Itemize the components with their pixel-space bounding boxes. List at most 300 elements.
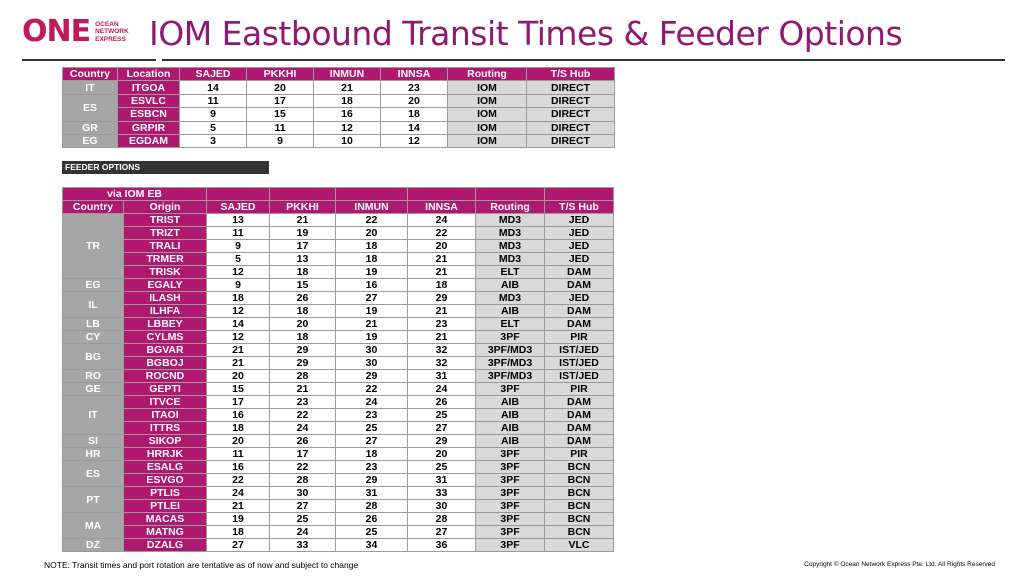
transit-days-cell: 18 [207, 422, 270, 435]
transit-days-cell: 22 [336, 214, 408, 227]
transit-days-cell: 21 [408, 266, 476, 279]
transit-days-cell: 19 [270, 227, 336, 240]
transit-days-cell: 24 [408, 383, 476, 396]
ts-hub-cell: PIR [545, 448, 614, 461]
footer-note: NOTE: Transit times and port rotation are tentative as of now and subject to change [44, 560, 359, 570]
ts-hub-cell: IST/JED [545, 357, 614, 370]
routing-cell: IOM [448, 94, 527, 107]
country-cell: RO [63, 370, 124, 383]
transit-days-cell: 12 [207, 266, 270, 279]
transit-days-cell: 18 [314, 94, 381, 107]
origin-cell: CYLMS [124, 331, 207, 344]
transit-days-cell: 20 [207, 370, 270, 383]
transit-days-cell: 29 [336, 474, 408, 487]
transit-days-cell: 19 [336, 331, 408, 344]
table-row [63, 539, 614, 552]
country-cell: EG [63, 279, 124, 292]
transit-days-cell: 21 [207, 500, 270, 513]
ts-hub-cell: JED [545, 214, 614, 227]
ts-hub-cell: DAM [545, 422, 614, 435]
transit-days-cell: 21 [314, 81, 381, 94]
logo-subtext-line: OCEAN [95, 20, 119, 28]
column-header: Origin [124, 201, 207, 214]
transit-days-cell: 33 [408, 487, 476, 500]
ts-hub-cell: BCN [545, 513, 614, 526]
transit-days-cell: 9 [207, 279, 270, 292]
transit-days-cell: 18 [207, 292, 270, 305]
country-cell: DZ [63, 539, 124, 552]
header-blank-cell [408, 188, 476, 201]
table-row [63, 214, 614, 227]
transit-days-cell: 21 [207, 357, 270, 370]
transit-days-cell: 24 [207, 487, 270, 500]
table-row [63, 344, 614, 357]
location-cell: ITGOA [118, 81, 180, 94]
transit-days-cell: 9 [247, 134, 314, 147]
column-header: INMUN [336, 201, 408, 214]
country-cell: IT [63, 81, 118, 94]
country-cell: EG [63, 134, 118, 147]
transit-days-cell: 18 [270, 331, 336, 344]
table-row [63, 108, 615, 121]
transit-days-cell: 21 [336, 318, 408, 331]
transit-days-cell: 23 [336, 409, 408, 422]
column-header: Routing [448, 68, 527, 81]
transit-days-cell: 14 [207, 318, 270, 331]
column-header: T/S Hub [545, 201, 614, 214]
transit-days-cell: 30 [336, 357, 408, 370]
ts-hub-cell: JED [545, 292, 614, 305]
routing-cell: 3PF [476, 500, 545, 513]
origin-cell: ILHFA [124, 305, 207, 318]
transit-days-cell: 26 [336, 513, 408, 526]
transit-days-cell: 13 [270, 253, 336, 266]
location-cell: ESBCN [118, 108, 180, 121]
country-cell: GE [63, 383, 124, 396]
transit-days-cell: 21 [408, 253, 476, 266]
routing-cell: 3PF [476, 487, 545, 500]
origin-cell: MATNG [124, 526, 207, 539]
transit-days-cell: 33 [270, 539, 336, 552]
ts-hub-cell: DAM [545, 396, 614, 409]
origin-cell: LBBEY [124, 318, 207, 331]
origin-cell: TRIST [124, 214, 207, 227]
table-row [63, 448, 614, 461]
transit-days-cell: 20 [381, 94, 448, 107]
origin-cell: ITTRS [124, 422, 207, 435]
table-row [63, 370, 614, 383]
transit-days-cell: 22 [207, 474, 270, 487]
table-row [63, 305, 614, 318]
table-row [63, 500, 614, 513]
table-group-header-row [63, 188, 614, 201]
transit-days-cell: 21 [270, 383, 336, 396]
country-cell: GR [63, 121, 118, 134]
transit-days-cell: 27 [408, 422, 476, 435]
routing-cell: AIB [476, 435, 545, 448]
routing-cell: MD3 [476, 227, 545, 240]
location-cell: ESVLC [118, 94, 180, 107]
transit-days-cell: 17 [270, 448, 336, 461]
routing-cell: 3PF/MD3 [476, 357, 545, 370]
transit-days-cell: 23 [381, 81, 448, 94]
copyright-notice: Copyright © Ocean Network Express Pte. Ltd. All Rights Reserved [804, 561, 995, 568]
routing-cell: IOM [448, 108, 527, 121]
transit-days-cell: 23 [408, 318, 476, 331]
routing-cell: 3PF [476, 474, 545, 487]
transit-days-cell: 17 [247, 94, 314, 107]
routing-cell: 3PF [476, 461, 545, 474]
transit-days-cell: 12 [381, 134, 448, 147]
origin-cell: SIKOP [124, 435, 207, 448]
origin-cell: TRIZT [124, 227, 207, 240]
transit-days-cell: 21 [207, 344, 270, 357]
ts-hub-cell: BCN [545, 526, 614, 539]
transit-days-cell: 22 [270, 409, 336, 422]
column-header: T/S Hub [527, 68, 615, 81]
ts-hub-cell: JED [545, 253, 614, 266]
routing-cell: AIB [476, 422, 545, 435]
origin-cell: TRALI [124, 240, 207, 253]
location-cell: EGDAM [118, 134, 180, 147]
transit-days-cell: 28 [408, 513, 476, 526]
transit-days-cell: 9 [207, 240, 270, 253]
transit-days-cell: 11 [207, 227, 270, 240]
table-row [63, 526, 614, 539]
origin-cell: HRRJK [124, 448, 207, 461]
transit-days-cell: 25 [336, 422, 408, 435]
transit-days-cell: 18 [408, 279, 476, 292]
ts-hub-cell: DAM [545, 266, 614, 279]
logo-subtext [95, 21, 129, 44]
header-divider [22, 59, 156, 61]
transit-days-cell: 18 [336, 448, 408, 461]
routing-cell: 3PF [476, 448, 545, 461]
transit-days-cell: 11 [180, 94, 247, 107]
table-row [63, 331, 614, 344]
location-cell: GRPIR [118, 121, 180, 134]
origin-cell: MACAS [124, 513, 207, 526]
origin-cell: GEPTI [124, 383, 207, 396]
routing-cell: IOM [448, 121, 527, 134]
transit-days-cell: 29 [270, 344, 336, 357]
transit-days-cell: 16 [314, 108, 381, 121]
transit-days-cell: 12 [207, 305, 270, 318]
table-row [63, 513, 614, 526]
country-cell: PT [63, 487, 124, 513]
transit-days-cell: 34 [336, 539, 408, 552]
table-row [63, 409, 614, 422]
origin-cell: BGBOJ [124, 357, 207, 370]
one-logo [22, 16, 148, 48]
origin-cell: ITAOI [124, 409, 207, 422]
routing-cell: AIB [476, 305, 545, 318]
ts-hub-cell: DAM [545, 318, 614, 331]
transit-days-cell: 31 [336, 487, 408, 500]
transit-days-cell: 32 [408, 344, 476, 357]
transit-days-cell: 26 [270, 292, 336, 305]
transit-days-cell: 18 [207, 526, 270, 539]
transit-days-cell: 25 [408, 461, 476, 474]
country-cell: MA [63, 513, 124, 539]
transit-days-cell: 27 [270, 500, 336, 513]
header-divider [162, 59, 1005, 61]
transit-days-cell: 11 [207, 448, 270, 461]
column-header: INNSA [381, 68, 448, 81]
transit-days-cell: 18 [270, 266, 336, 279]
table-row [63, 396, 614, 409]
routing-cell: MD3 [476, 214, 545, 227]
table-row [63, 292, 614, 305]
transit-days-cell: 30 [336, 344, 408, 357]
transit-days-cell: 18 [336, 253, 408, 266]
ts-hub-cell: JED [545, 240, 614, 253]
transit-days-cell: 29 [408, 292, 476, 305]
transit-days-cell: 27 [336, 435, 408, 448]
country-cell: IT [63, 396, 124, 435]
table-row [63, 422, 614, 435]
transit-days-cell: 16 [336, 279, 408, 292]
table-header-row [63, 68, 615, 81]
routing-cell: AIB [476, 279, 545, 292]
ts-hub-cell: DIRECT [527, 81, 615, 94]
ts-hub-cell: IST/JED [545, 344, 614, 357]
column-header: PKKHI [247, 68, 314, 81]
transit-days-cell: 29 [270, 357, 336, 370]
transit-days-cell: 3 [180, 134, 247, 147]
transit-days-cell: 15 [247, 108, 314, 121]
routing-cell: AIB [476, 409, 545, 422]
transit-days-cell: 21 [270, 214, 336, 227]
transit-days-cell: 19 [207, 513, 270, 526]
transit-days-cell: 25 [336, 526, 408, 539]
transit-days-cell: 25 [270, 513, 336, 526]
transit-days-cell: 16 [207, 409, 270, 422]
header-blank-cell [207, 188, 270, 201]
origin-cell: ESALG [124, 461, 207, 474]
routing-cell: 3PF/MD3 [476, 370, 545, 383]
transit-days-cell: 29 [336, 370, 408, 383]
transit-days-cell: 25 [408, 409, 476, 422]
ts-hub-cell: DAM [545, 409, 614, 422]
logo-wordmark: ONE [22, 14, 91, 49]
transit-days-cell: 31 [408, 474, 476, 487]
table-row [63, 227, 614, 240]
routing-cell: 3PF [476, 513, 545, 526]
ts-hub-cell: BCN [545, 461, 614, 474]
transit-days-cell: 24 [336, 396, 408, 409]
table-header-row [63, 201, 614, 214]
transit-days-cell: 13 [207, 214, 270, 227]
transit-days-cell: 22 [408, 227, 476, 240]
transit-days-cell: 30 [270, 487, 336, 500]
origin-cell: EGALY [124, 279, 207, 292]
ts-hub-cell: DIRECT [527, 94, 615, 107]
ts-hub-cell: DAM [545, 279, 614, 292]
transit-days-cell: 24 [270, 422, 336, 435]
transit-days-cell: 20 [336, 227, 408, 240]
transit-days-cell: 20 [207, 435, 270, 448]
transit-days-cell: 21 [408, 331, 476, 344]
column-header: SAJED [180, 68, 247, 81]
transit-days-cell: 18 [336, 240, 408, 253]
column-header: Country [63, 201, 124, 214]
transit-days-cell: 5 [207, 253, 270, 266]
routing-cell: IOM [448, 81, 527, 94]
column-header: PKKHI [270, 201, 336, 214]
ts-hub-cell: BCN [545, 500, 614, 513]
ts-hub-cell: JED [545, 227, 614, 240]
header-blank-cell [336, 188, 408, 201]
header-blank-cell [270, 188, 336, 201]
table-row [63, 461, 614, 474]
country-cell: ES [63, 94, 118, 121]
table-row [63, 435, 614, 448]
routing-cell: 3PF [476, 539, 545, 552]
transit-days-cell: 28 [270, 474, 336, 487]
country-cell: HR [63, 448, 124, 461]
header-blank-cell [545, 188, 614, 201]
table-row [63, 266, 614, 279]
transit-days-cell: 14 [381, 121, 448, 134]
ts-hub-cell: VLC [545, 539, 614, 552]
transit-days-cell: 11 [247, 121, 314, 134]
transit-days-cell: 22 [336, 383, 408, 396]
table-row [63, 318, 614, 331]
routing-cell: ELT [476, 266, 545, 279]
transit-days-cell: 27 [207, 539, 270, 552]
column-header: Location [118, 68, 180, 81]
table-row [63, 134, 615, 147]
transit-days-cell: 15 [207, 383, 270, 396]
transit-days-cell: 36 [408, 539, 476, 552]
country-cell: BG [63, 344, 124, 370]
routing-cell: 3PF/MD3 [476, 344, 545, 357]
table-row [63, 121, 615, 134]
transit-days-cell: 28 [336, 500, 408, 513]
routing-cell: 3PF [476, 526, 545, 539]
table-row [63, 240, 614, 253]
column-header: Country [63, 68, 118, 81]
ts-hub-cell: BCN [545, 487, 614, 500]
column-header: SAJED [207, 201, 270, 214]
ts-hub-cell: PIR [545, 331, 614, 344]
logo-subtext-line: NETWORK [95, 28, 129, 36]
table-row [63, 357, 614, 370]
column-header: Routing [476, 201, 545, 214]
transit-days-cell: 23 [336, 461, 408, 474]
origin-cell: ITVCE [124, 396, 207, 409]
transit-days-cell: 26 [270, 435, 336, 448]
origin-cell: PTLIS [124, 487, 207, 500]
origin-cell: PTLEI [124, 500, 207, 513]
transit-days-cell: 28 [270, 370, 336, 383]
logo-subtext-line: EXPRESS [95, 35, 126, 43]
transit-days-cell: 16 [207, 461, 270, 474]
ts-hub-cell: DAM [545, 305, 614, 318]
origin-cell: ESVGO [124, 474, 207, 487]
ts-hub-cell: IST/JED [545, 370, 614, 383]
transit-days-cell: 12 [314, 121, 381, 134]
transit-days-cell: 10 [314, 134, 381, 147]
transit-days-cell: 17 [207, 396, 270, 409]
transit-days-cell: 23 [270, 396, 336, 409]
transit-days-cell: 24 [408, 214, 476, 227]
iom-transit-table [62, 67, 615, 148]
transit-days-cell: 20 [270, 318, 336, 331]
column-header: INNSA [408, 201, 476, 214]
transit-days-cell: 18 [381, 108, 448, 121]
ts-hub-cell: BCN [545, 474, 614, 487]
transit-days-cell: 18 [270, 305, 336, 318]
transit-days-cell: 31 [408, 370, 476, 383]
transit-days-cell: 29 [408, 435, 476, 448]
transit-days-cell: 32 [408, 357, 476, 370]
transit-days-cell: 27 [336, 292, 408, 305]
routing-cell: 3PF [476, 383, 545, 396]
feeder-options-label: FEEDER OPTIONS [62, 161, 269, 174]
transit-days-cell: 17 [270, 240, 336, 253]
country-cell: IL [63, 292, 124, 318]
table-row [63, 383, 614, 396]
via-iom-eb-header: via IOM EB [63, 188, 207, 201]
transit-days-cell: 12 [207, 331, 270, 344]
transit-days-cell: 9 [180, 108, 247, 121]
transit-days-cell: 14 [180, 81, 247, 94]
transit-days-cell: 22 [270, 461, 336, 474]
country-cell: TR [63, 214, 124, 279]
ts-hub-cell: DIRECT [527, 134, 615, 147]
transit-days-cell: 20 [247, 81, 314, 94]
column-header: INMUN [314, 68, 381, 81]
routing-cell: 3PF [476, 331, 545, 344]
origin-cell: TRMER [124, 253, 207, 266]
country-cell: LB [63, 318, 124, 331]
feeder-options-table [62, 187, 614, 552]
table-row [63, 474, 614, 487]
table-row [63, 94, 615, 107]
page-title: IOM Eastbound Transit Times & Feeder Options [149, 14, 903, 53]
transit-days-cell: 20 [408, 448, 476, 461]
origin-cell: TRISK [124, 266, 207, 279]
transit-days-cell: 15 [270, 279, 336, 292]
routing-cell: AIB [476, 396, 545, 409]
transit-days-cell: 27 [408, 526, 476, 539]
ts-hub-cell: PIR [545, 383, 614, 396]
table-row [63, 253, 614, 266]
origin-cell: ILASH [124, 292, 207, 305]
origin-cell: DZALG [124, 539, 207, 552]
header-blank-cell [476, 188, 545, 201]
table-row [63, 487, 614, 500]
origin-cell: BGVAR [124, 344, 207, 357]
routing-cell: MD3 [476, 292, 545, 305]
table-row [63, 81, 615, 94]
transit-days-cell: 20 [408, 240, 476, 253]
transit-days-cell: 19 [336, 266, 408, 279]
routing-cell: IOM [448, 134, 527, 147]
transit-days-cell: 19 [336, 305, 408, 318]
table-row [63, 279, 614, 292]
origin-cell: ROCND [124, 370, 207, 383]
transit-days-cell: 21 [408, 305, 476, 318]
country-cell: SI [63, 435, 124, 448]
transit-days-cell: 26 [408, 396, 476, 409]
routing-cell: MD3 [476, 253, 545, 266]
routing-cell: MD3 [476, 240, 545, 253]
country-cell: ES [63, 461, 124, 487]
country-cell: CY [63, 331, 124, 344]
